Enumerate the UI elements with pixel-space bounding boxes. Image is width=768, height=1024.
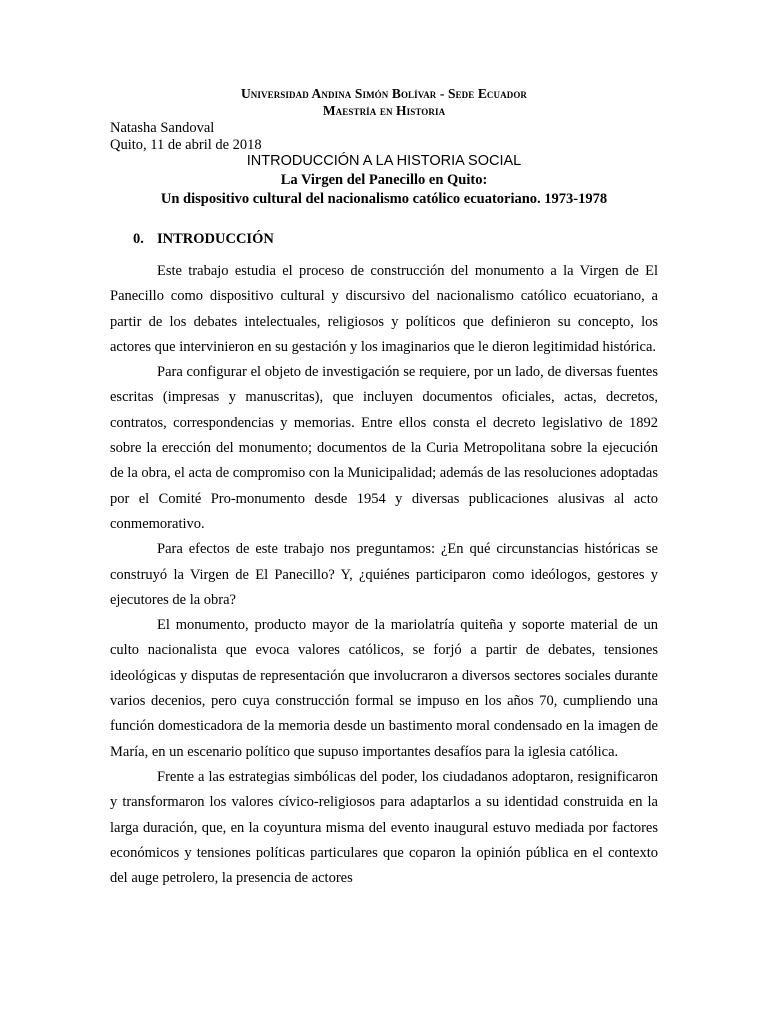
- paragraph: Frente a las estrategias simbólicas del poder, los ciudadanos adoptaron, resignificaron y transformaron los valores cívico-religiosos para adaptarlos a su identidad construida en la larga duración, que, en la coyuntura misma del evento inaugural estuvo mediada por factores económicos y tensiones políticas particulares que coparon la opinión pública en el contexto del auge petrolero, la presencia de actores: [110, 768, 658, 887]
- body-text: [110, 259, 658, 891]
- section-number: 0.: [133, 231, 144, 247]
- title-block: [110, 152, 658, 209]
- paragraph: El monumento, producto mayor de la mariolatría quiteña y soporte material de un culto nacionalista que evoca valores católicos, se forjó a partir de debates, tensiones ideológicas y disputas de representación que involucraron a diversos sectores sociales durante varios decenios, pero cuya construcción formal se impuso en los años 70, cumpliendo una función domesticadora de la memoria desde un bastimento moral condensado en la imagen de María, en un escenario político que supuso importantes desafíos para la iglesia católica.: [110, 617, 658, 760]
- place-date: Quito, 11 de abril de 2018: [110, 136, 262, 153]
- author-block: [110, 120, 658, 153]
- document-header: [110, 85, 658, 119]
- paragraph: Para configurar el objeto de investigación se requiere, por un lado, de diversas fuentes escritas (impresas y manuscritas), que incluyen documentos oficiales, actas, decretos, contratos, correspondencias y memorias. Entre ellos consta el decreto legislativo de 1892 sobre la erección del monumento; documentos de la Curia Metropolitana sobre la ejecución de la obra, el acta de compromiso con la Municipalidad; además de las resoluciones adoptadas por el Comité Pro-monumento desde 1954 y diversas publicaciones alusivas al acto conmemorativo.: [110, 364, 658, 532]
- paper-subtitle: Un dispositivo cultural del nacionalismo católico ecuatoriano. 1973-1978: [160, 191, 608, 207]
- author-name: Natasha Sandoval: [110, 120, 215, 136]
- paper-title: La Virgen del Panecillo en Quito:: [280, 172, 488, 188]
- section-heading: [133, 230, 274, 248]
- institution-name: Universidad Andina Simón Bolívar - Sede Ecuador: [240, 86, 528, 101]
- program-name: Maestría en Historia: [322, 103, 446, 118]
- course-title: INTRODUCCIÓN A LA HISTORIA SOCIAL: [246, 153, 522, 169]
- section-title: INTRODUCCIÓN: [157, 231, 274, 247]
- paragraph: Para efectos de este trabajo nos preguntamos: ¿En qué circunstancias históricas se construyó la Virgen de El Panecillo? Y, ¿quiénes participaron como ideólogos, gestores y ejecutores de la obra?: [110, 541, 658, 608]
- paragraph: Este trabajo estudia el proceso de construcción del monumento a la Virgen de El Panecillo como dispositivo cultural y discursivo del nacionalismo católico ecuatoriano, a partir de los debates intelectuales, religiosos y políticos que definieron su concepto, los actores que intervinieron en su gestación y los imaginarios que le dieron legitimidad histórica.: [110, 263, 658, 355]
